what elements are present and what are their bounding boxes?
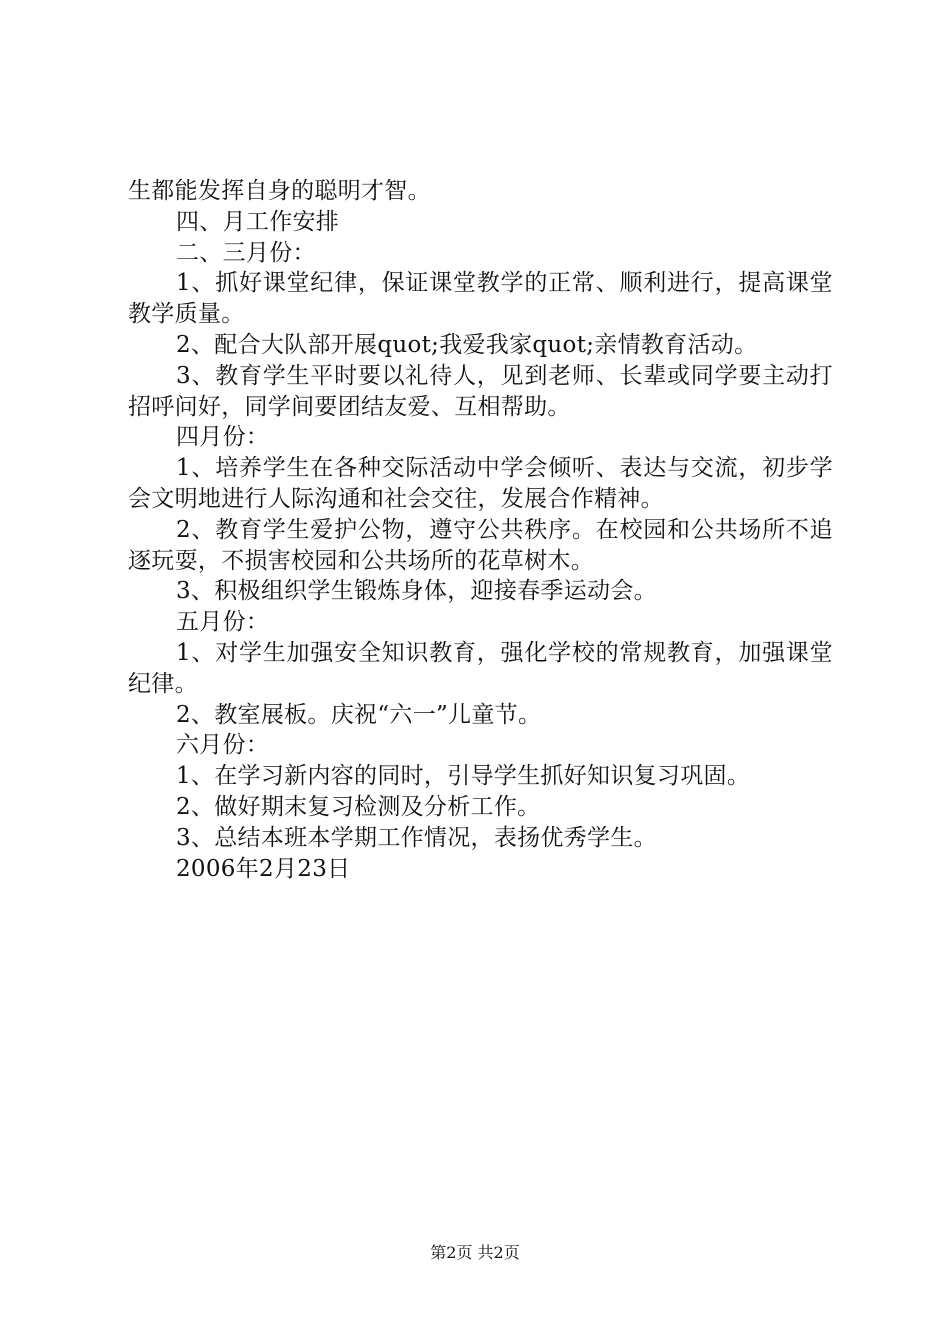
list-item: 2、做好期末复习检测及分析工作。 [176,793,541,820]
list-item: 3、总结本班本学期工作情况，表扬优秀学生。 [176,824,657,851]
list-item: 3、教育学生平时要以礼待人，见到老师、长辈或同学要主动打招呼问好，同学间要团结友爱、互相帮助。 [128,362,833,420]
document-body [128,176,833,884]
list-item: 1、在学习新内容的同时，引导学生抓好知识复习巩固。 [176,763,751,790]
page-number: 第2页 共2页 [430,1243,520,1262]
month-heading: 四月份： [176,424,270,451]
list-item: 1、培养学生在各种交际活动中学会倾听、表达与交流，初步学会文明地进行人际沟通和社会交往，发展合作精神。 [128,455,833,512]
list-item: 2、教室展板。庆祝“六一”儿童节。 [176,701,542,728]
section-heading: 四、月工作安排 [176,208,340,235]
list-item: 3、积极组织学生锻炼身体，迎接春季运动会。 [176,578,657,605]
month-heading: 六月份： [176,732,270,759]
month-heading: 五月份： [176,609,270,636]
month-heading: 二、三月份： [176,239,316,266]
list-item: 1、对学生加强安全知识教育，强化学校的常规教育，加强课堂纪律。 [128,639,833,697]
list-item: 2、配合大队部开展quot;我爱我家quot;亲情教育活动。 [176,331,758,358]
list-item: 1、抓好课堂纪律，保证课堂教学的正常、顺利进行，提高课堂教学质量。 [128,270,833,328]
document-date: 2006年2月23日 [176,855,351,882]
page-footer [0,1243,950,1263]
list-item: 2、教育学生爱护公物，遵守公共秩序。在校园和公共场所不追逐玩耍，不损害校园和公共场所的花草树木。 [128,516,833,574]
paragraph: 生都能发挥自身的聪明才智。 [128,178,431,204]
